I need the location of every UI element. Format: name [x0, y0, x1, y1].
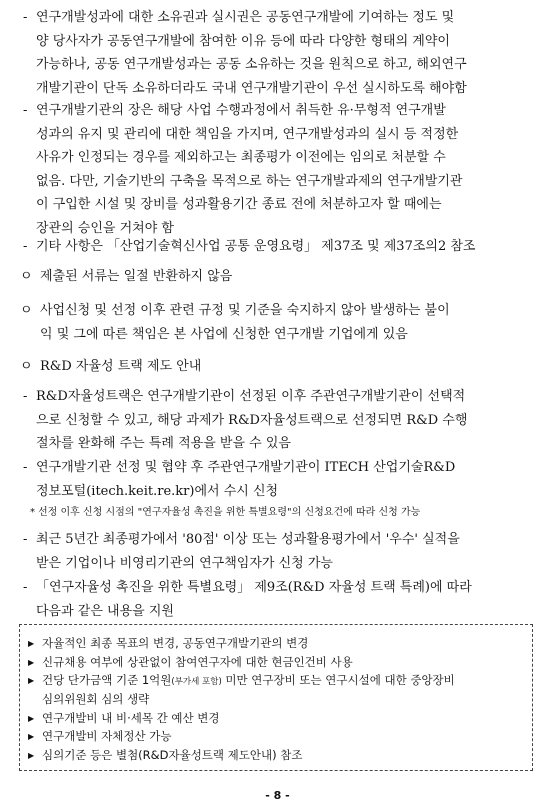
text-line: 사업신청 및 선정 이후 관련 규정 및 기준을 숙지하지 않아 발생하는 불이 — [40, 303, 450, 318]
dash-marker: - — [23, 532, 28, 547]
dash-marker: - — [23, 580, 28, 595]
note-marker: * — [30, 507, 35, 518]
ownership-paragraph — [23, 6, 540, 100]
text-line: 장관의 승인을 거쳐야 함 — [36, 220, 174, 236]
item-text: 심의기준 등은 별첨(R&D자율성트랙 제도안내) 참조 — [42, 747, 303, 762]
item-text: 건당 단가금액 기준 1억원 — [42, 673, 172, 687]
bullet-marker: ㅇ — [20, 359, 33, 374]
dash-marker: - — [23, 239, 28, 254]
text-line: 익 및 그에 따른 책임은 본 사업에 신청한 연구개발 기업에게 있음 — [40, 327, 408, 342]
list-item — [28, 747, 532, 764]
text-line: 최근 5년간 최종평가에서 '80점' 이상 또는 성과활용평가에서 '우수' 실적을 — [36, 532, 460, 547]
item-text: 연구개발비 자체정산 가능 — [42, 729, 172, 743]
item-text: 심의위원회 심의 생략 — [42, 692, 150, 706]
text-line: 성과의 유지 및 관리에 대한 책임을 가지며, 연구개발성과의 실시 등 적정한 — [36, 126, 459, 142]
list-item — [28, 672, 532, 708]
dash-marker: - — [23, 103, 28, 118]
text-line: 연구개발기관의 장은 해당 사업 수행과정에서 취득한 유·무형적 연구개발 — [36, 103, 446, 118]
text-line: 다음과 같은 내용을 지원 — [36, 603, 174, 619]
bullet-text: R&D 자율성 트랙 제도 안내 — [40, 359, 202, 374]
text-line: 정보포털(itech.keit.re.kr)에서 수시 신청 — [36, 483, 279, 499]
list-item — [28, 635, 532, 652]
dash-marker: - — [23, 389, 28, 404]
bullet-marker: ㅇ — [20, 269, 33, 284]
triangle-bullet-icon: ▶ — [28, 676, 35, 685]
track-intro-paragraph — [23, 385, 540, 456]
text-line: 「연구자율성 촉진을 위한 특별요령」 제9조(R&D 자율성 트랙 특례)에 따라 — [36, 580, 472, 595]
support-list — [20, 625, 532, 764]
support-details-box — [19, 624, 533, 771]
note-text: 선정 이후 신청 시점의 "연구자율성 촉진을 위한 특별요령"의 신청요건에 따라 신청 가능 — [38, 507, 421, 518]
bullet-text: 제출된 서류는 일절 반환하지 않음 — [40, 269, 233, 284]
list-item — [28, 710, 532, 727]
text-line: 으로 신청할 수 있고, 해당 과제가 R&D자율성트랙으로 선정되면 R&D 수행 — [36, 412, 468, 428]
triangle-bullet-icon: ▶ — [28, 713, 35, 723]
triangle-bullet-icon: ▶ — [28, 732, 35, 741]
etc-paragraph — [23, 235, 540, 259]
track-eligibility-paragraph — [23, 528, 540, 575]
track-support-paragraph — [23, 576, 540, 623]
text-line: 사유가 인정되는 경우를 제외하고는 최종평가 이전에는 임의로 처분할 수 — [36, 150, 446, 165]
triangle-bullet-icon: ▶ — [28, 750, 35, 760]
text-line: 가능하나, 공동 연구개발성과는 공동 소유하는 것을 원칙으로 하고, 해외연구 — [36, 57, 467, 72]
track-note — [30, 506, 538, 520]
item-text: 신규채용 여부에 상관없이 참여연구자에 대한 현금인건비 사용 — [42, 654, 353, 669]
item-text: 연구개발비 내 비·세목 간 예산 변경 — [42, 710, 220, 725]
text-line: 절차를 완화해 주는 특례 적용을 받을 수 있음 — [36, 436, 291, 451]
list-item — [28, 728, 532, 745]
text-line: 받은 기업이나 비영리기관의 연구책임자가 신청 가능 — [36, 555, 333, 571]
management-paragraph — [23, 99, 540, 240]
list-item — [28, 654, 532, 671]
bullet-text — [40, 299, 540, 347]
text-line: 개발기관이 단독 소유하더라도 국내 연구개발기관이 우선 실시하도록 해야함 — [36, 80, 467, 96]
text-line: R&D자율성트랙은 연구개발기관이 선정된 이후 주관연구개발기관이 선택적 — [36, 389, 466, 404]
dash-marker: - — [23, 460, 28, 475]
text-line: 양 당사자가 공동연구개발에 참여한 이유 등에 따라 다양한 형태의 계약이 — [36, 33, 450, 49]
track-apply-paragraph — [23, 456, 540, 503]
dash-marker: - — [23, 10, 28, 25]
triangle-bullet-icon: ▶ — [28, 639, 35, 648]
text-line: 없음. 다만, 기술기반의 구축을 목적으로 하는 연구개발과제의 연구개발기관 — [36, 173, 463, 189]
bullet-marker: ㅇ — [20, 303, 33, 318]
text-line: 연구개발기관 선정 및 협약 후 주관연구개발기관이 ITECH 산업기술R&D — [36, 460, 456, 475]
item-text: 자율적인 최종 목표의 변경, 공동연구개발기관의 변경 — [42, 636, 309, 650]
item-text: 미만 연구장비 또는 연구시설에 대한 중앙장비 — [221, 673, 455, 687]
triangle-bullet-icon: ▶ — [28, 657, 35, 667]
vat-note: (부가세 포함) — [171, 677, 222, 687]
text-line: 기타 사항은 「산업기술혁신사업 공통 운영요령」 제37조 및 제37조의2 참조 — [36, 239, 476, 254]
text-line: 연구개발성과에 대한 소유권과 실시권은 공동연구개발에 기여하는 정도 및 — [36, 10, 455, 25]
text-line: 이 구입한 시설 및 장비를 성과활용기간 종료 전에 처분하고자 할 때에는 — [36, 197, 442, 212]
page-number: - 8 - — [265, 789, 290, 802]
